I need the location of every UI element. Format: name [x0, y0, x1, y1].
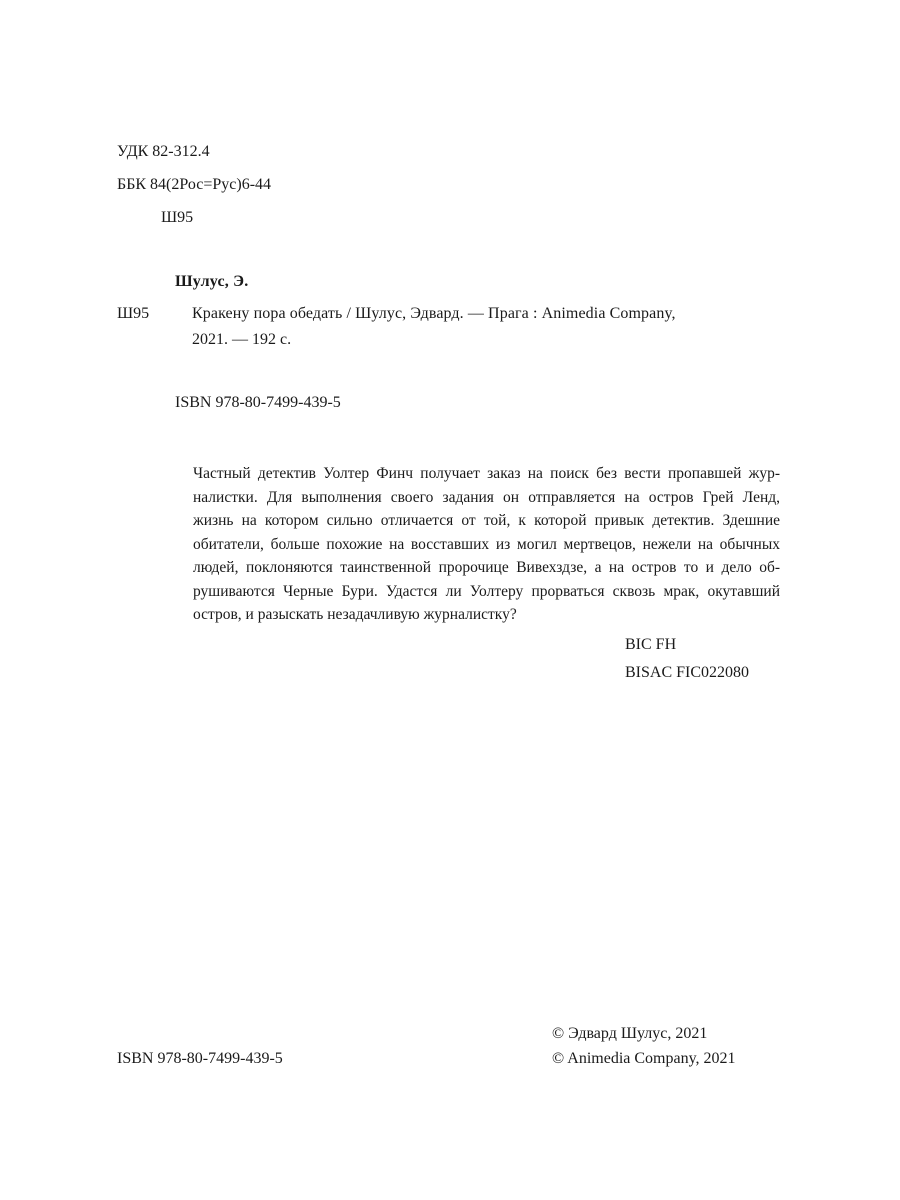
bic-code: BIC FH [625, 636, 677, 653]
annotation-line: налистки. Для выполнения своего задания он отправляется на остров Грей Ленд, [193, 488, 780, 506]
bibliographic-title-line-1: Кракену пора обедать / Шулус, Эдвард. — Прага : Animedia Company, [192, 305, 676, 322]
author-sign-code: Ш95 [161, 209, 194, 226]
bibliographic-title-line-2: 2021. — 192 с. [192, 331, 292, 348]
bbk-code: ББК 84(2Рос=Рус)6-44 [117, 176, 272, 193]
isbn-main: ISBN 978-80-7499-439-5 [175, 394, 341, 411]
annotation-line: обитатели, больше похожие на восставших из могил мертвецов, нежели на обычных [193, 535, 780, 553]
annotation-line: остров, и разыскать незадачливую журналистку? [193, 606, 517, 623]
annotation-line: жизнь на котором сильно отличается от той, к которой привык детектив. Здешние [193, 512, 780, 529]
copyright-author: © Эдвард Шулус, 2021 [552, 1025, 708, 1042]
annotation-paragraph [175, 462, 780, 627]
annotation-line: рушиваются Черные Бури. Удастся ли Уолтеру прорваться сквозь мрак, окутавший [193, 582, 780, 600]
author-name: Шулус, Э. [175, 273, 249, 290]
annotation-line: людей, поклоняются таинственной пророчице Вивехздзе, а на остров то и дело об- [193, 559, 780, 576]
record-author-sign: Ш95 [117, 305, 150, 322]
udk-code: УДК 82-312.4 [117, 143, 210, 160]
annotation-line: Частный детектив Уолтер Финч получает заказ на поиск без вести пропавшей жур- [193, 465, 780, 482]
bisac-code: BISAC FIC022080 [625, 664, 750, 681]
isbn-bottom: ISBN 978-80-7499-439-5 [117, 1050, 283, 1067]
copyright-publisher: © Animedia Company, 2021 [552, 1050, 736, 1067]
